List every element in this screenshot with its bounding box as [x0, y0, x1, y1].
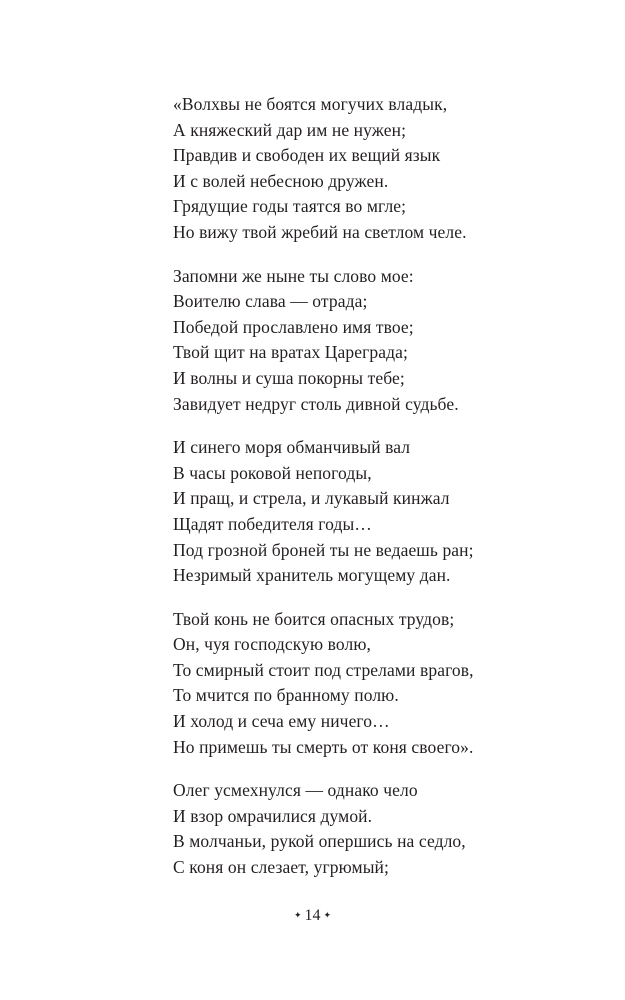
poem-line: Олег усмехнулся — однако чело: [173, 780, 418, 801]
page-number-footer: [0, 905, 625, 926]
stanza-1: [173, 92, 593, 246]
poem-line: Но вижу твой жребий на светлом челе.: [173, 221, 467, 242]
poem-line: Твой щит на вратах Цареграда;: [173, 342, 408, 363]
poem-line: «Волхвы не боятся могучих владык,: [173, 94, 448, 114]
poem-line: В часы роковой непогоды,: [173, 462, 372, 483]
poem-line: В молчаньи, рукой опершись на седло,: [173, 831, 466, 852]
poem-line: И взор омрачилися думой.: [173, 805, 373, 826]
page-number: 14: [304, 907, 321, 924]
stanza-3: [173, 435, 593, 589]
stanza-2: [173, 264, 593, 418]
poem-line: Но примешь ты смерть от коня своего».: [173, 736, 474, 757]
poem-line: Грядущие годы таятся во мгле;: [173, 196, 407, 217]
poem-line: Твой конь не боится опасных трудов;: [173, 608, 455, 629]
poem-line: Запомни же ныне ты слово мое:: [173, 265, 414, 286]
poem-line: То мчится по бранному полю.: [173, 685, 399, 706]
poem-line: И пращ, и стрела, и лукавый кинжал: [173, 488, 450, 509]
poem-line: Победой прославлено имя твое;: [173, 316, 414, 337]
poem-line: Щадят победителя годы…: [173, 513, 372, 534]
poem-line: То смирный стоит под стрелами врагов,: [173, 659, 474, 680]
poem-line: И синего моря обманчивый вал: [173, 437, 411, 458]
stanza-4: [173, 607, 593, 761]
poem-line: И волны и суша покорны тебе;: [173, 367, 405, 388]
diamond-ornament-icon: ✦: [323, 910, 332, 920]
poem-line: И с волей небесною дружен.: [173, 170, 389, 191]
poem-line: С коня он слезает, угрюмый;: [173, 857, 389, 878]
poem-line: Завидует недруг столь дивной судьбе.: [173, 393, 459, 414]
poem-line: И холод и сеча ему ничего…: [173, 711, 390, 732]
poem-line: Воителю слава — отрада;: [173, 291, 368, 312]
poem-line: А княжеский дар им не нужен;: [173, 119, 407, 140]
poem-line: Под грозной броней ты не ведаешь ран;: [173, 539, 474, 560]
poem-line: Он, чуя господскую волю,: [173, 634, 371, 655]
stanza-5: [173, 778, 593, 880]
poem-line: Незримый хранитель могущему дан.: [173, 565, 451, 586]
poem-line: Правдив и свободен их вещий язык: [173, 145, 441, 166]
poem-body: [173, 92, 593, 899]
diamond-ornament-icon: ✦: [293, 910, 302, 920]
